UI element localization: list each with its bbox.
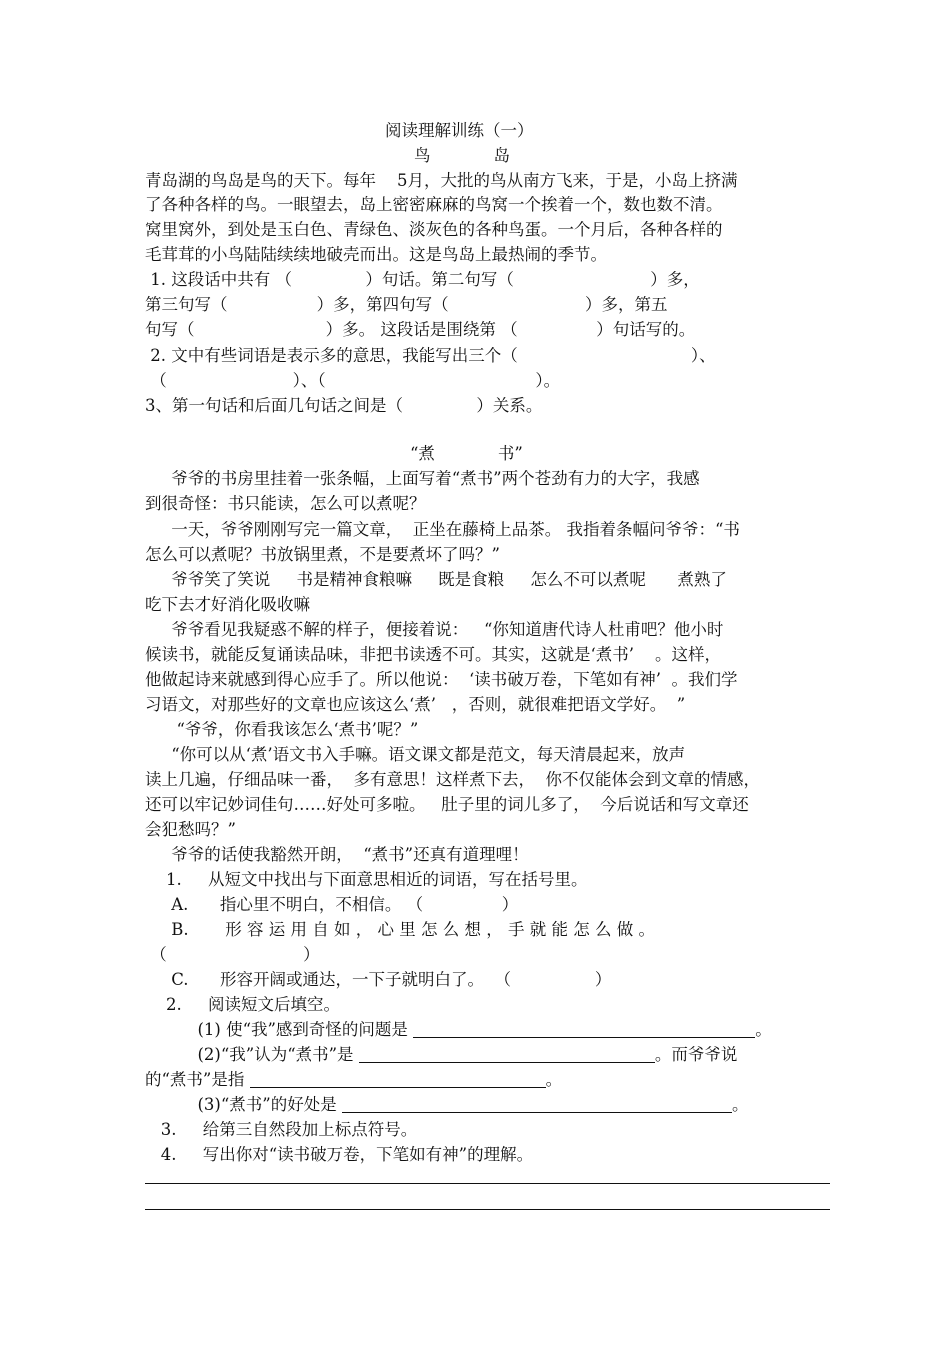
answer-blank[interactable] xyxy=(413,1020,755,1038)
answer-line[interactable] xyxy=(145,1209,830,1210)
passage2-line-9: 他做起诗来就感到得心应手了。所以他说： ‘读书破万卷，下笔如有神’ 。我们学 xyxy=(145,670,738,689)
passage2-q3: 3. 给第三自然段加上标点符号。 xyxy=(145,1120,418,1139)
passage2-line-2: 到很奇怪：书只能读，怎么可以煮呢？ xyxy=(145,494,426,513)
passage2-title: “煮 书” xyxy=(410,444,523,463)
passage1-line-3: 窝里窝外，到处是玉白色、青绿色、淡灰色的各种鸟蛋。一个月后，各种各样的 xyxy=(145,220,723,239)
passage2-line-6: 吃下去才好消化吸收嘛 xyxy=(145,595,310,614)
passage1-line-1: 青岛湖的鸟岛是鸟的天下。每年 5月，大批的鸟从南方飞来，于是，小岛上挤满 xyxy=(145,171,738,190)
passage2-q1-c: C. 形容开阔或通达，一下子就明白了。 （ ） xyxy=(145,970,612,989)
passage2-q2-2 xyxy=(145,1044,737,1066)
passage1-line-2: 了各种各样的鸟。一眼望去，岛上密密麻麻的鸟窝一个挨着一个，数也数不清。 xyxy=(145,195,723,214)
passage2-line-4: 怎么可以煮呢？书放锅里煮，不是要煮坏了吗？” xyxy=(145,545,500,564)
passage2-q2-2-text: (2)“我”认为“煮书”是 xyxy=(145,1045,354,1064)
passage1-q1-line-2: 第三句写（ ）多，第四句写（ ）多，第五 xyxy=(145,295,668,314)
passage2-line-7: 爷爷看见我疑惑不解的样子，便接着说： “你知道唐代诗人杜甫吧？他小时 xyxy=(145,620,724,639)
period-mark: 。 xyxy=(755,1020,772,1039)
passage1-q1-line-3: 句写（ ）多。 这段话是围绕第 （ ）句话写的。 xyxy=(145,320,696,339)
period-mark: 。 xyxy=(731,1095,749,1114)
passage2-line-16: 爷爷的话使我豁然开朗， “煮书”还真有道理哩！ xyxy=(145,845,529,864)
passage1-q2-line-2: （ ）、（ ）。 xyxy=(145,371,561,390)
passage1-q1-line-1: 1. 这段话中共有 （ ）句话。第二句写（ ）多， xyxy=(145,270,700,289)
passage2-q1: 1. 从短文中找出与下面意思相近的词语，写在括号里。 xyxy=(145,870,588,889)
answer-blank[interactable] xyxy=(342,1095,732,1113)
period-mark: 。 xyxy=(545,1070,563,1089)
answer-line[interactable] xyxy=(145,1183,830,1184)
passage2-q2-2-tail: 。而爷爷说 xyxy=(654,1045,738,1064)
passage2-line-3: 一天，爷爷刚刚写完一篇文章， 正坐在藤椅上品茶。 我指着条幅问爷爷：“书 xyxy=(145,520,740,539)
passage1-title: 鸟 岛 xyxy=(414,146,510,165)
passage2-q2-3-text: (3)“煮书”的好处是 xyxy=(145,1095,337,1114)
passage2-q2: 2. 阅读短文后填空。 xyxy=(145,995,340,1014)
passage2-q4: 4. 写出你对“读书破万卷，下笔如有神”的理解。 xyxy=(145,1145,534,1164)
passage2-line-5: 爷爷笑了笑说 书是精神食粮嘛 既是食粮 怎么不可以煮呢 煮熟了 xyxy=(145,570,727,589)
passage2-line-15: 会犯愁吗？” xyxy=(145,820,236,839)
passage2-line-12: “你可以从‘煮’语文书入手嘛。语文课文都是范文，每天清晨起来，放声 xyxy=(145,745,686,764)
passage1-q3: 3、第一句话和后面几句话之间是（ ）关系。 xyxy=(145,396,543,415)
answer-blank[interactable] xyxy=(359,1045,655,1063)
passage2-line-14: 还可以牢记妙词佳句……好处可多啦。 肚子里的词儿多了， 今后说话和写文章还 xyxy=(145,795,749,814)
passage2-line-11: “爷爷，你看我该怎么‘煮书’呢？” xyxy=(145,720,419,739)
passage2-q1-b-paren: （ ） xyxy=(145,945,320,964)
passage2-q2-1-text: (1) 使“我”感到奇怪的问题是 xyxy=(145,1020,408,1039)
passage1-q2-line-1: 2. 文中有些词语是表示多的意思，我能写出三个（ ）、 xyxy=(145,346,716,365)
passage2-q1-a: A. 指心里不明白，不相信。 （ ） xyxy=(145,895,519,914)
passage2-line-1: 爷爷的书房里挂着一张条幅，上面写着“煮书”两个苍劲有力的大字，我感 xyxy=(145,469,700,488)
passage2-q2-3 xyxy=(145,1094,748,1116)
passage1-line-4: 毛茸茸的小鸟陆陆续续地破壳而出。这是鸟岛上最热闹的季节。 xyxy=(145,245,607,264)
passage2-q2-1 xyxy=(145,1019,772,1041)
passage2-line-10: 习语文，对那些好的文章也应该这么‘煮’ ，否则，就很难把语文学好。 ” xyxy=(145,695,686,714)
passage2-q1-b: B. 形 容 运 用 自 如 ， 心 里 怎 么 想 ， 手 就 能 怎 么 做 。 xyxy=(145,920,655,939)
passage2-q2-2-cont xyxy=(145,1069,562,1091)
passage2-q2-2-cont-text: 的“煮书”是指 xyxy=(145,1070,245,1089)
answer-blank[interactable] xyxy=(250,1070,546,1088)
passage2-line-8: 候读书，就能反复诵读品味，非把书读透不可。其实，这就是‘煮书’ 。这样， xyxy=(145,645,721,664)
page-title: 阅读理解训练（一） xyxy=(385,121,534,140)
passage2-line-13: 读上几遍，仔细品味一番， 多有意思！这样煮下去， 你不仅能体会到文章的情感， xyxy=(145,770,760,789)
